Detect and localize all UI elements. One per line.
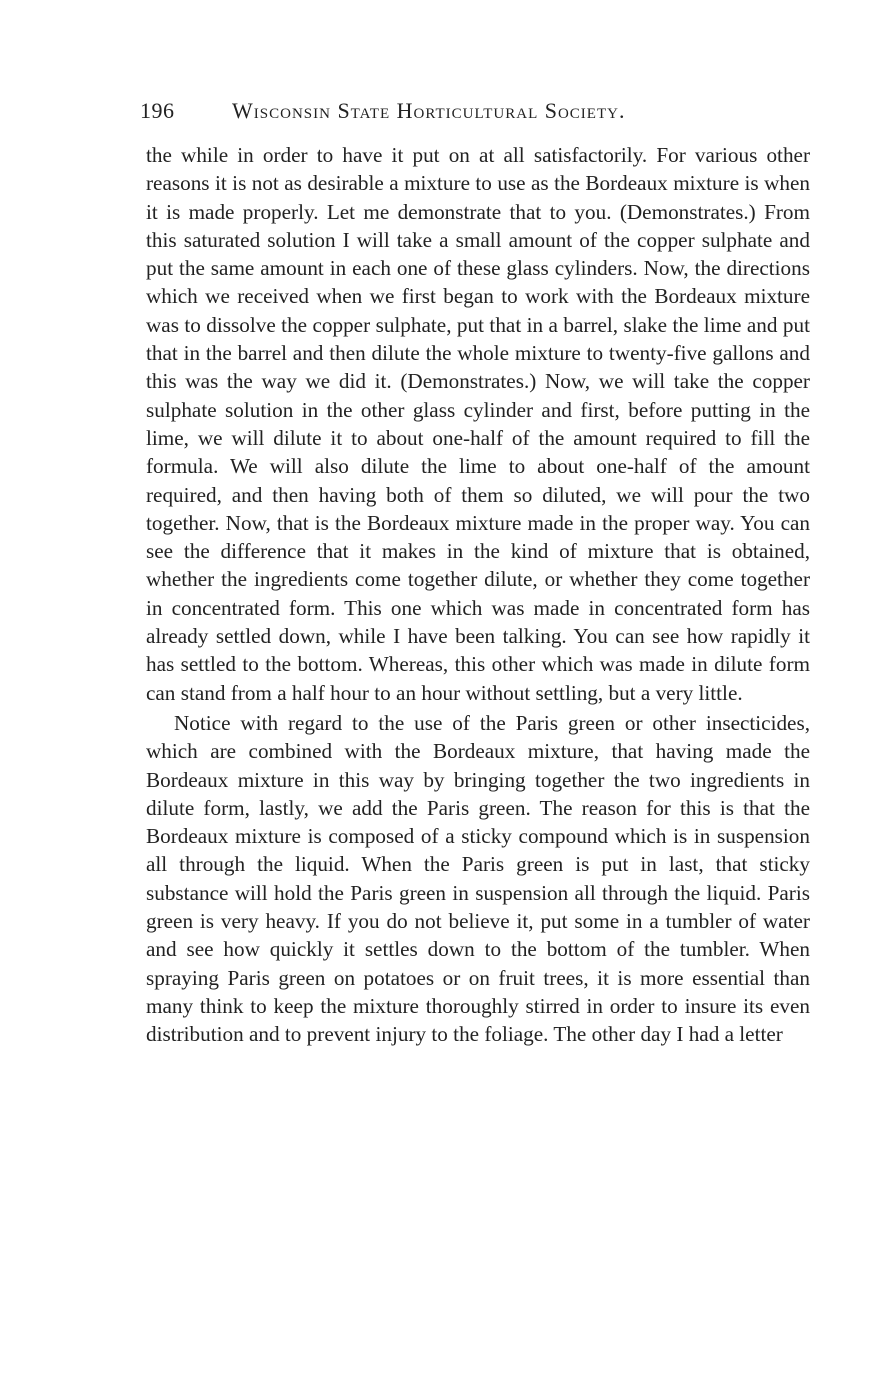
paragraph-continued: the while in order to have it put on at all satisfactorily. For various other reasons it is not as desirable a mixture to use as the Bordeaux mixture is when it is made properly. Let me demonstrate that to you. (Demonstrates.) From this saturated solution I will take a small amount of the copper sulphate and put the same amount in each one of these glass cylinders. Now, the directions which we received when we first began to work with the Bordeaux mixture was to dissolve the copper sulphate, put that in a barrel, slake the lime and put that in the barrel and then dilute the whole mixture to twenty-five gallons and this was the way we did it. (Demonstrates.) Now, we will take the copper sulphate solution in the other glass cylinder and first, before putting in the lime, we will dilute it to about one-half of the amount required to fill the formula. We will also dilute the lime to about one-half of the amount required, and then having both of them so diluted, we will pour the two together. Now, that is the Bordeaux mixture made in the proper way. You can see the difference that it makes in the kind of mixture that is obtained, whether the ingredients come together dilute, or whether they come together in concentrated form. This one which was made in concentrated form has already settled down, while I have been talking. You can see how rapidly it has settled to the bottom. Whereas, this other which was made in dilute form can stand from a half hour to an hour without settling, but a very little. — [146, 143, 810, 705]
running-head — [140, 98, 700, 128]
paragraph: Notice with regard to the use of the Paris green or other insecticides, which are combined with the Bordeaux mixture, that having made the Bordeaux mixture in this way by bringing together the two ingredients in dilute form, lastly, we add the Paris green. The reason for this is that the Bordeaux mixture is composed of a sticky compound which is in suspension all through the liquid. When the Paris green is put in last, that sticky substance will hold the Paris green in suspension all through the liquid. Paris green is very heavy. If you do not believe it, put some in a tumbler of water and see how quickly it settles down to the bottom of the tumbler. When spraying Paris green on potatoes or on fruit trees, it is more essential than many think to keep the mixture thoroughly stirred in order to insure its even distribution and to prevent injury to the foliage. The other day I had a letter — [146, 710, 810, 1047]
journal-title: Wisconsin State Horticultural Society. — [232, 98, 626, 123]
page-number: 196 — [140, 98, 175, 123]
body-text — [146, 141, 810, 1049]
